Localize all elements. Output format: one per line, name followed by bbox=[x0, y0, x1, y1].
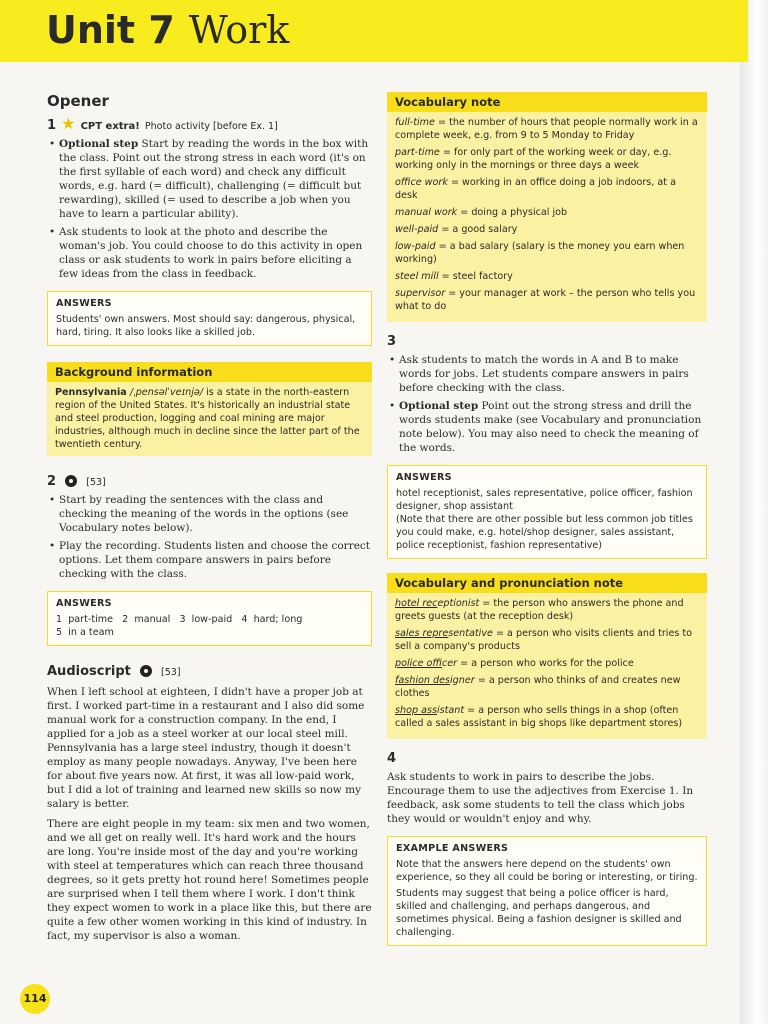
unit-name: Work bbox=[188, 8, 290, 52]
stress-term: police off bbox=[395, 658, 442, 669]
vocab-item bbox=[395, 597, 699, 623]
list-item: • Ask students to look at the photo and describe the woman's job. You could choose to do this activity in open class or ask students to work in pairs before eliciting a few ideas from the class in feedback. bbox=[59, 225, 372, 281]
audio-disc-icon bbox=[140, 665, 152, 677]
track-number: [53] bbox=[161, 667, 181, 678]
answers-box-2 bbox=[47, 591, 372, 646]
page-edge bbox=[740, 0, 768, 1024]
vocab-item bbox=[395, 116, 699, 142]
vocab-def: = a person who visits clients and tries to sell a company's products bbox=[395, 628, 693, 652]
cpt-extra-label: CPT extra! bbox=[80, 121, 140, 132]
vocab-pronunciation-body bbox=[387, 593, 707, 739]
vocab-pronunciation-heading: Vocabulary and pronunciation note bbox=[387, 573, 707, 593]
answers-heading: ANSWERS bbox=[56, 598, 112, 609]
vocab-item bbox=[395, 270, 699, 283]
cpt-note: Photo activity [before Ex. 1] bbox=[144, 121, 278, 132]
vocab-def: = a person who thinks of and creates new clothes bbox=[395, 675, 681, 699]
vocabulary-note-heading: Vocabulary note bbox=[387, 92, 707, 112]
exercise-3-number: 3 bbox=[387, 334, 397, 349]
exercise-2 bbox=[47, 470, 372, 489]
vocab-def: = a bad salary (salary is the money you earn when working) bbox=[395, 241, 685, 265]
answers-text: Students' own answers. Most should say: dangerous, physical, hard, tiring. It also looks like a skilled job. bbox=[56, 314, 356, 338]
vocab-def: = doing a physical job bbox=[457, 207, 568, 218]
term-rest: icer bbox=[441, 658, 458, 669]
list-item: • Play the recording. Students listen and choose the correct options. Let them compare answers in pairs before checking with the class. bbox=[59, 539, 372, 581]
vocab-term: steel mill bbox=[395, 271, 439, 282]
answers-line: 1 part-time 2 manual 3 low-paid 4 hard; long bbox=[56, 614, 303, 625]
vocab-term: part-time bbox=[395, 147, 440, 158]
exercise-3-steps bbox=[387, 353, 707, 455]
exercise-4-text: Ask students to work in pairs to describe the jobs. Encourage them to use the adjectives from Exercise 1. In feedback, ask some students to tell the class which jobs they would or wouldn't enjoy and why. bbox=[387, 771, 694, 825]
exercise-1 bbox=[47, 114, 372, 133]
vocab-def: = the person who answers the phone and greets guests (at the reception desk) bbox=[395, 598, 684, 622]
step-text: Start by reading the words in the box with the class. Point out the strong stress in each word (it's on the first syllable of each word) and check any difficult words, e.g. hard (= difficult), challenging (= difficult but rewarding), skilled (= used to describe a job when you have to learn a particular ability). bbox=[59, 138, 369, 220]
stress-term: hotel rec bbox=[395, 598, 438, 609]
vocab-def: = working in an office doing a job indoors, at a desk bbox=[395, 177, 676, 201]
vocab-def: = your manager at work – the person who tells you what to do bbox=[395, 288, 696, 312]
answers-heading: ANSWERS bbox=[396, 472, 452, 483]
stress-term: shop ass bbox=[395, 705, 437, 716]
unit-number: Unit 7 bbox=[46, 8, 175, 52]
term-rest: igner bbox=[450, 675, 475, 686]
vocabulary-note-box bbox=[387, 92, 707, 322]
term-rest: istant bbox=[436, 705, 465, 716]
left-column bbox=[47, 92, 372, 949]
background-text: is a state in the north-eastern region of the United States. It's historically an industrial state and steel production, logging and coal mining are major industries, although much in decline since the latter part of the twentieth century. bbox=[55, 387, 360, 450]
vocab-term: full-time bbox=[395, 117, 435, 128]
audioscript-heading: Audioscript bbox=[47, 664, 131, 679]
example-answers-box bbox=[387, 836, 707, 946]
vocab-term: manual work bbox=[395, 207, 458, 218]
term-rest: sentative bbox=[448, 628, 493, 639]
vocab-def: = a person who sells things in a shop (often called a sales assistant in big shops like department stores) bbox=[395, 705, 683, 729]
vocab-item bbox=[395, 146, 699, 172]
vocab-item bbox=[395, 287, 699, 313]
vocab-item bbox=[395, 674, 699, 700]
exercise-1-steps bbox=[47, 137, 372, 281]
answers-text: Note that the answers here depend on the students' own experience, so they all could be boring or interesting, or tiring. bbox=[396, 859, 698, 883]
answers-text: (Note that there are other possible but less common job titles you could make, e.g. hotel/shop designer, sales assistant, police receptionist, fashion representative) bbox=[396, 514, 693, 551]
answers-heading: ANSWERS bbox=[56, 298, 112, 309]
vocab-item bbox=[395, 704, 699, 730]
vocabulary-note-body bbox=[387, 112, 707, 322]
step-text: Point out the strong stress and drill the words students make (see Vocabulary and pronunciation note below). You may also need to check the meaning of the words. bbox=[399, 400, 702, 454]
optional-step-label: Optional step bbox=[399, 400, 479, 412]
background-phonetic: /ˌpensəlˈveɪnjə/ bbox=[129, 387, 204, 398]
vocab-term: supervisor bbox=[395, 288, 446, 299]
vocab-item bbox=[395, 206, 699, 219]
background-term: Pennsylvania bbox=[55, 387, 127, 398]
vocab-def: = a person who works for the police bbox=[457, 658, 634, 669]
vocab-item bbox=[395, 176, 699, 202]
vocab-def: = a good salary bbox=[438, 224, 518, 235]
unit-header bbox=[0, 0, 748, 62]
list-item: • Ask students to match the words in A and B to make words for jobs. Let students compare answers in pairs before checking with the class. bbox=[399, 353, 707, 395]
vocab-term: office work bbox=[395, 177, 448, 188]
stress-term: sales repre bbox=[395, 628, 449, 639]
audio-disc-icon bbox=[65, 475, 77, 487]
vocab-def: = steel factory bbox=[438, 271, 513, 282]
audioscript-heading-row bbox=[47, 660, 372, 679]
answers-heading: EXAMPLE ANSWERS bbox=[396, 843, 509, 854]
vocab-pronunciation-note-box bbox=[387, 573, 707, 739]
list-item bbox=[59, 137, 372, 221]
answers-line: 5 in a team bbox=[56, 627, 114, 638]
term-rest: eptionist bbox=[437, 598, 480, 609]
answers-text: hotel receptionist, sales representative, police officer, fashion designer, shop assistant bbox=[396, 488, 693, 512]
vocab-def: = for only part of the working week or day, e.g. working only in the mornings or three days a week bbox=[395, 147, 672, 171]
track-number: [53] bbox=[86, 477, 106, 488]
exercise-2-number: 2 bbox=[47, 474, 57, 489]
audioscript-paragraph: There are eight people in my team: six men and two women, and we all get on really well. It's hard work and the hours are long. You're inside most of the day and you're working with steel at temperatures which can reach three thousand degrees, so it gets pretty hot round here! Sometimes people are surprised when I tell them where I work. I don't think they expect women to work in a place like this, but there are quite a few other women working in this kind of industry. In fact, my supervisor is also a woman. bbox=[47, 818, 372, 942]
vocab-item bbox=[395, 657, 699, 670]
page-number: 114 bbox=[20, 984, 50, 1014]
answers-text: Students may suggest that being a police officer is hard, skilled and challenging, and perhaps dangerous, and sometimes physical. Being a fashion designer is skilled and challenging. bbox=[396, 888, 682, 938]
vocab-def: = the number of hours that people normally work in a complete week, e.g. from 9 to 5 Monday to Friday bbox=[395, 117, 698, 141]
star-icon: ★ bbox=[61, 114, 76, 133]
list-item bbox=[399, 399, 707, 455]
vocab-item bbox=[395, 240, 699, 266]
exercise-4-number: 4 bbox=[387, 751, 397, 766]
background-info-box bbox=[47, 362, 372, 456]
background-info-body bbox=[47, 382, 372, 456]
right-column bbox=[387, 92, 707, 946]
exercise-1-number: 1 bbox=[47, 118, 57, 133]
exercise-2-steps bbox=[47, 493, 372, 581]
answers-box-1 bbox=[47, 291, 372, 346]
unit-title bbox=[46, 8, 289, 52]
vocab-item bbox=[395, 627, 699, 653]
list-item: • Start by reading the sentences with the class and checking the meaning of the words in the options (see Vocabulary notes below). bbox=[59, 493, 372, 535]
background-info-heading: Background information bbox=[47, 362, 372, 382]
optional-step-label: Optional step bbox=[59, 138, 139, 150]
vocab-term: well-paid bbox=[395, 224, 439, 235]
vocab-term: low-paid bbox=[395, 241, 436, 252]
answers-box-3 bbox=[387, 465, 707, 559]
stress-term: fashion des bbox=[395, 675, 450, 686]
audioscript-paragraph: When I left school at eighteen, I didn't have a proper job at first. I worked part-time in a restaurant and I also did some manual work for a construction company. In the end, I applied for a job as a steel worker at our local steel mill. Pennsylvania has a large steel industry, though it doesn't employ as many people nowadays. Anyway, I've been here for about five years now. At first, it was all low-paid work, but I did a lot of training and learned new skills so now my salary is better. bbox=[47, 686, 365, 810]
opener-heading: Opener bbox=[47, 92, 109, 110]
vocab-item bbox=[395, 223, 699, 236]
